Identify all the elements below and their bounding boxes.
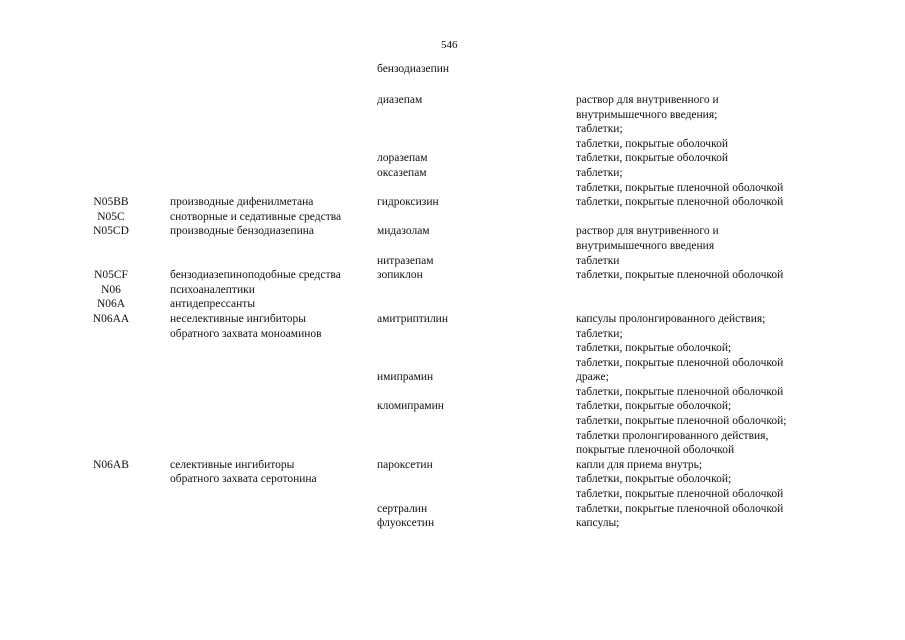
table-row xyxy=(0,268,905,283)
drug-name: сертралин xyxy=(377,502,428,515)
dosage-form: таблетки; xyxy=(576,166,623,179)
drug-name: имипрамин xyxy=(377,371,434,384)
dosage-form: покрытые пленочной оболочкой xyxy=(576,444,735,457)
group-name: бензодиазепиноподобные средства xyxy=(170,269,341,282)
dosage-form: раствор для внутривенного и xyxy=(576,225,719,238)
dosage-form: капли для приема внутрь; xyxy=(576,458,703,471)
table-row xyxy=(0,195,905,210)
atc-code: N06AA xyxy=(92,312,130,325)
table-row xyxy=(0,137,905,152)
drug-name: кломипрамин xyxy=(377,400,444,413)
drug-name: пароксетин xyxy=(377,458,433,471)
dosage-form: раствор для внутривенного и xyxy=(576,94,719,106)
group-name: производные дифенилметана xyxy=(170,196,314,209)
dosage-form: таблетки, покрытые пленочной оболочкой xyxy=(576,196,784,209)
table-row xyxy=(0,210,905,225)
atc-code: N05CD xyxy=(93,225,129,238)
drug-name: гидроксизин xyxy=(377,196,439,209)
table-row xyxy=(0,414,905,429)
table-row xyxy=(0,224,905,239)
table-row xyxy=(0,502,905,517)
atc-code: N06 xyxy=(101,283,121,296)
table-row xyxy=(0,399,905,414)
table-row xyxy=(0,327,905,342)
page-number: 546 xyxy=(441,39,458,51)
dosage-form: капсулы; xyxy=(576,517,620,530)
dosage-form: таблетки пролонгированного действия, xyxy=(576,429,769,442)
dosage-form: внутримышечного введения xyxy=(576,239,715,252)
group-name: производные бензодиазепина xyxy=(170,225,315,238)
dosage-form: таблетки, покрытые пленочной оболочкой xyxy=(576,356,784,369)
dosage-form: таблетки, покрытые оболочкой xyxy=(576,137,728,150)
group-name: обратного захвата серотонина xyxy=(170,473,317,486)
dosage-form: таблетки, покрытые оболочкой; xyxy=(576,473,732,486)
table-row xyxy=(0,385,905,400)
table-row xyxy=(0,181,905,196)
table-row xyxy=(0,341,905,356)
dosage-form: таблетки, покрытые оболочкой; xyxy=(576,342,732,355)
table-row xyxy=(0,472,905,487)
table-row xyxy=(0,166,905,181)
table-row xyxy=(0,516,905,531)
atc-code: N05BB xyxy=(93,196,129,209)
table-row xyxy=(0,487,905,502)
group-name: неселективные ингибиторы xyxy=(170,312,306,325)
table-row xyxy=(0,122,905,137)
dosage-form: таблетки, покрытые оболочкой; xyxy=(576,400,732,413)
atc-code: N06A xyxy=(96,298,126,311)
dosage-form: таблетки; xyxy=(576,327,623,340)
drug-name: флуоксетин xyxy=(377,517,435,530)
table-row xyxy=(0,458,905,473)
table-row xyxy=(0,108,905,123)
table-row xyxy=(0,443,905,458)
table-row xyxy=(0,254,905,269)
dosage-form: таблетки, покрытые пленочной оболочкой xyxy=(576,181,784,194)
table-row xyxy=(0,151,905,166)
drug-name: мидазолам xyxy=(377,225,430,238)
drug-name: диазепам xyxy=(377,94,423,106)
dosage-form: таблетки, покрытые пленочной оболочкой xyxy=(576,502,784,515)
dosage-form: таблетки, покрытые пленочной оболочкой xyxy=(576,385,784,398)
dosage-form: капсулы пролонгированного действия; xyxy=(576,312,766,325)
drug-name: лоразепам xyxy=(377,152,428,165)
dosage-form: таблетки xyxy=(576,254,620,267)
drug-table xyxy=(0,93,905,531)
dosage-form: драже; xyxy=(576,371,609,384)
drug-name: нитразепам xyxy=(377,254,434,267)
dosage-form: внутримышечного введения; xyxy=(576,108,718,121)
dosage-form: таблетки, покрытые пленочной оболочкой xyxy=(576,269,784,282)
dosage-form: таблетки; xyxy=(576,123,623,136)
atc-code: N06AB xyxy=(93,458,129,471)
group-name: антидепрессанты xyxy=(170,298,256,311)
group-continuation: бензодиазепин xyxy=(377,63,450,75)
atc-code: N05C xyxy=(97,210,125,223)
drug-name: амитриптилин xyxy=(377,312,448,325)
table-row xyxy=(0,356,905,371)
group-name: психоаналептики xyxy=(170,283,255,296)
table-row xyxy=(0,93,905,108)
table-row xyxy=(0,429,905,444)
dosage-form: таблетки, покрытые оболочкой xyxy=(576,152,728,165)
table-row xyxy=(0,239,905,254)
group-name: снотворные и седативные средства xyxy=(170,210,342,223)
table-row xyxy=(0,370,905,385)
group-name: селективные ингибиторы xyxy=(170,458,295,471)
dosage-form: таблетки, покрытые пленочной оболочкой; xyxy=(576,415,787,428)
group-name: обратного захвата моноаминов xyxy=(170,327,322,340)
table-row xyxy=(0,283,905,298)
table-row xyxy=(0,297,905,312)
table-row xyxy=(0,312,905,327)
atc-code: N05CF xyxy=(94,269,128,282)
drug-name: зопиклон xyxy=(377,269,423,282)
drug-name: оксазепам xyxy=(377,166,427,179)
dosage-form: таблетки, покрытые пленочной оболочкой xyxy=(576,488,784,501)
